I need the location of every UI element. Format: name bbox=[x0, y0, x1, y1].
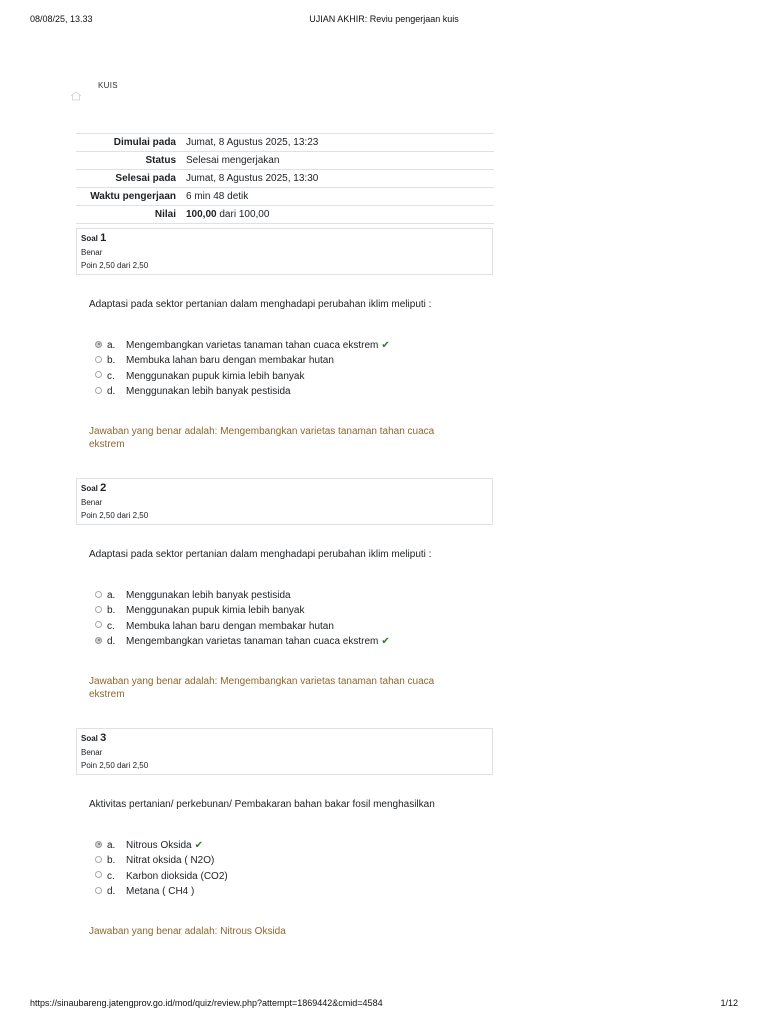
summary-row-time-taken bbox=[76, 188, 494, 206]
print-header bbox=[30, 14, 738, 28]
question-state: Benar bbox=[81, 498, 103, 507]
summary-value: Selesai mengerjakan bbox=[182, 152, 494, 170]
home-icon[interactable] bbox=[70, 91, 82, 101]
question-info-3 bbox=[76, 728, 493, 775]
correct-answer-feedback: Jawaban yang benar adalah: Nitrous Oksida bbox=[89, 926, 286, 937]
summary-value: Jumat, 8 Agustus 2025, 13:30 bbox=[182, 170, 494, 188]
grade-max: dari 100,00 bbox=[216, 209, 270, 220]
radio-icon[interactable] bbox=[95, 591, 102, 598]
checkmark-icon: ✔ bbox=[194, 840, 203, 851]
summary-row-status bbox=[76, 152, 494, 170]
question-text: Aktivitas pertanian/ perkebunan/ Pembakaran bahan bakar fosil menghasilkan bbox=[89, 799, 435, 810]
print-url: https://sinaubareng.jatengprov.go.id/mod/quiz/review.php?attempt=1869442&cmid=4584 bbox=[30, 998, 383, 1008]
answer-option[interactable]: d. Mengembangkan varietas tanaman tahan cuaca ekstrem ✔ bbox=[95, 634, 475, 649]
answer-option[interactable]: a. Mengembangkan varietas tanaman tahan cuaca ekstrem ✔ bbox=[95, 338, 475, 353]
question-info-2 bbox=[76, 478, 493, 525]
question-text: Adaptasi pada sektor pertanian dalam menghadapi perubahan iklim meliputi : bbox=[89, 549, 432, 560]
answer-option[interactable]: b. Nitrat oksida ( N2O) bbox=[95, 853, 475, 868]
radio-icon[interactable] bbox=[95, 387, 102, 394]
checkmark-icon: ✔ bbox=[381, 340, 390, 351]
radio-checked-icon[interactable] bbox=[95, 841, 102, 848]
radio-icon[interactable] bbox=[95, 871, 102, 878]
answer-list bbox=[95, 838, 475, 899]
summary-value: Jumat, 8 Agustus 2025, 13:23 bbox=[182, 134, 494, 152]
summary-key: Waktu pengerjaan bbox=[76, 188, 182, 206]
answer-option[interactable]: c. Karbon dioksida (CO2) bbox=[95, 869, 475, 884]
quiz-summary-table bbox=[76, 133, 494, 224]
summary-key: Nilai bbox=[76, 206, 182, 224]
print-title: UJIAN AKHIR: Reviu pengerjaan kuis bbox=[309, 14, 459, 24]
radio-icon[interactable] bbox=[95, 621, 102, 628]
question-grade: Poin 2,50 dari 2,50 bbox=[81, 511, 149, 520]
summary-value: 6 min 48 detik bbox=[182, 188, 494, 206]
question-grade: Poin 2,50 dari 2,50 bbox=[81, 761, 149, 770]
summary-key: Selesai pada bbox=[76, 170, 182, 188]
summary-row-started bbox=[76, 134, 494, 152]
summary-key: Status bbox=[76, 152, 182, 170]
answer-list bbox=[95, 588, 475, 649]
answer-option[interactable]: c. Membuka lahan baru dengan membakar hutan bbox=[95, 619, 475, 634]
radio-icon[interactable] bbox=[95, 356, 102, 363]
question-state: Benar bbox=[81, 248, 103, 257]
answer-option[interactable]: d. Menggunakan lebih banyak pestisida bbox=[95, 384, 475, 399]
answer-option[interactable]: d. Metana ( CH4 ) bbox=[95, 884, 475, 899]
answer-list bbox=[95, 338, 475, 399]
print-datetime: 08/08/25, 13.33 bbox=[30, 14, 93, 24]
question-text: Adaptasi pada sektor pertanian dalam menghadapi perubahan iklim meliputi : bbox=[89, 299, 432, 310]
grade-score: 100,00 bbox=[186, 209, 217, 220]
question-number: Soal 2 bbox=[81, 482, 107, 494]
question-number: Soal 1 bbox=[81, 232, 107, 244]
answer-option[interactable]: b. Membuka lahan baru dengan membakar hutan bbox=[95, 353, 475, 368]
question-grade: Poin 2,50 dari 2,50 bbox=[81, 261, 149, 270]
question-info-1 bbox=[76, 228, 493, 275]
answer-option[interactable]: a. Nitrous Oksida ✔ bbox=[95, 838, 475, 853]
radio-icon[interactable] bbox=[95, 606, 102, 613]
answer-option[interactable]: a. Menggunakan lebih banyak pestisida bbox=[95, 588, 475, 603]
radio-checked-icon[interactable] bbox=[95, 341, 102, 348]
checkmark-icon: ✔ bbox=[381, 635, 390, 647]
answer-option[interactable]: b. Menggunakan pupuk kimia lebih banyak bbox=[95, 603, 475, 618]
summary-row-finished bbox=[76, 170, 494, 188]
question-state: Benar bbox=[81, 748, 103, 757]
radio-icon[interactable] bbox=[95, 371, 102, 378]
radio-icon[interactable] bbox=[95, 856, 102, 863]
question-number: Soal 3 bbox=[81, 732, 107, 744]
correct-answer-feedback: Jawaban yang benar adalah: Mengembangkan varietas tanaman tahan cuaca ekstrem bbox=[89, 426, 435, 450]
radio-icon[interactable] bbox=[95, 887, 102, 894]
radio-checked-icon[interactable] bbox=[95, 637, 102, 644]
summary-row-grade bbox=[76, 206, 494, 224]
summary-key: Dimulai pada bbox=[76, 134, 182, 152]
breadcrumb-item-kuis[interactable]: KUIS bbox=[98, 81, 118, 90]
page-number: 1/12 bbox=[720, 998, 738, 1008]
correct-answer-feedback: Jawaban yang benar adalah: Mengembangkan varietas tanaman tahan cuaca ekstrem bbox=[89, 676, 435, 700]
answer-option[interactable]: c. Menggunakan pupuk kimia lebih banyak bbox=[95, 369, 475, 384]
summary-value bbox=[182, 206, 494, 224]
